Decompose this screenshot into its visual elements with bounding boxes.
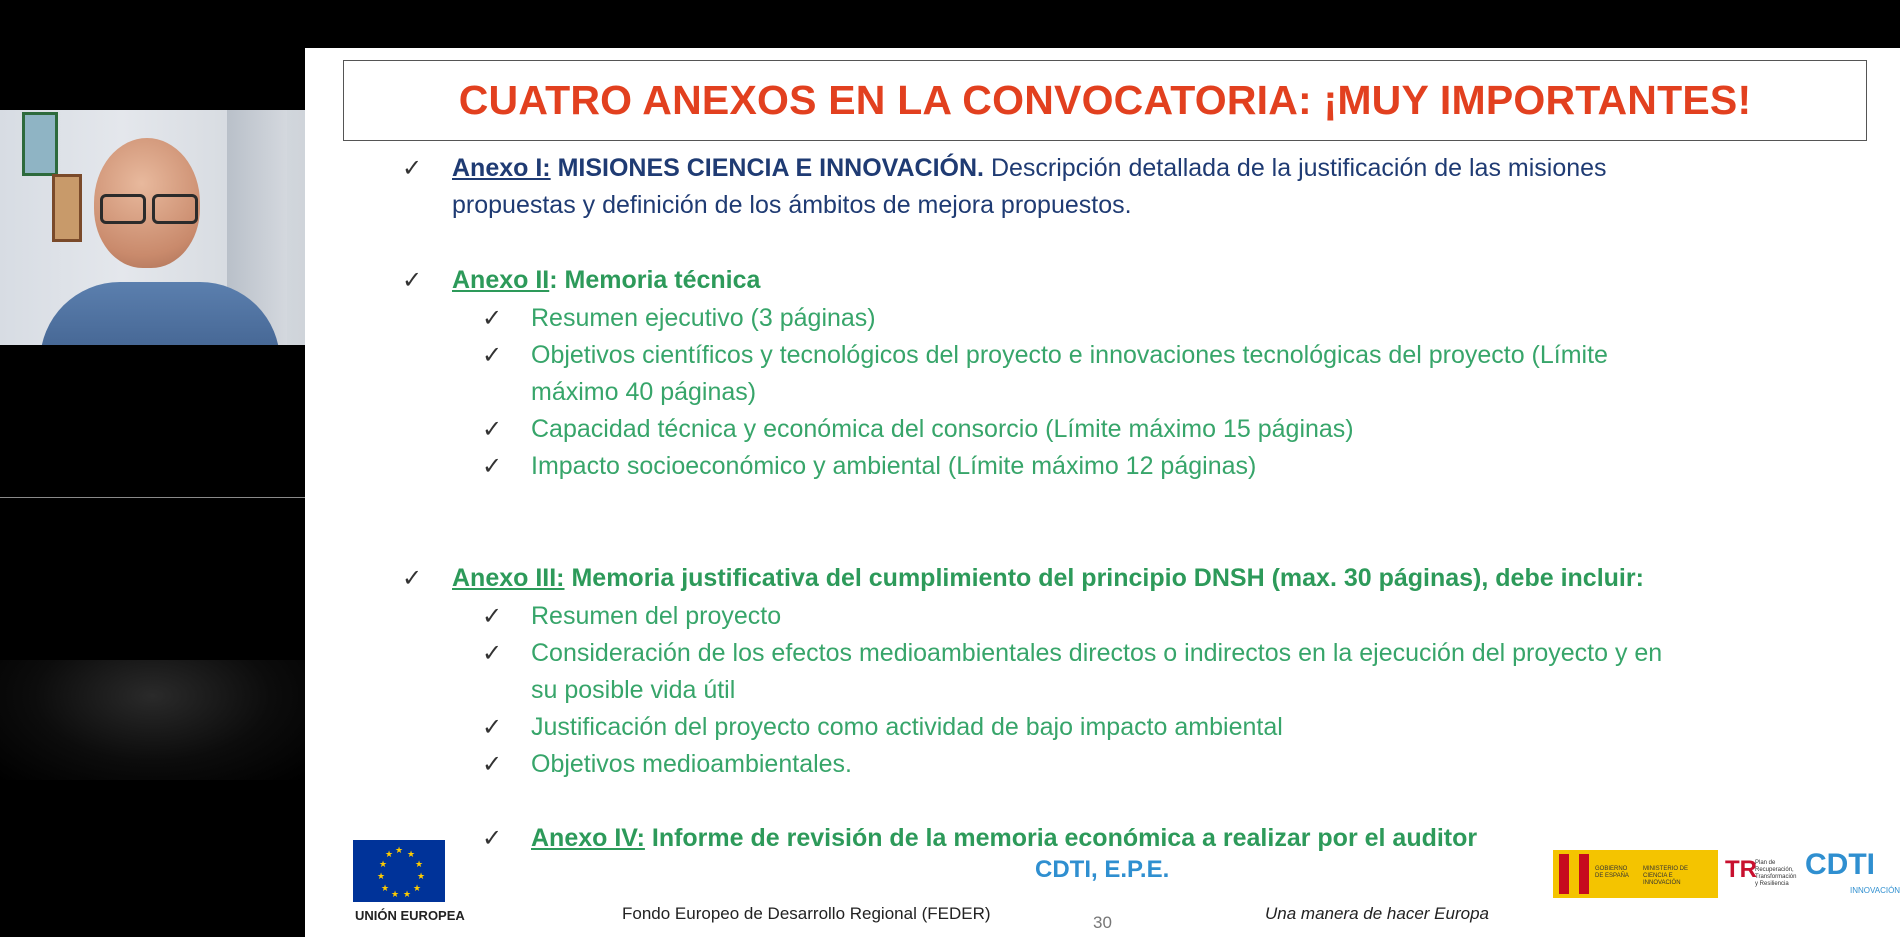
footer-slogan: Una manera de hacer Europa <box>1265 904 1489 923</box>
anexo-3-heading: Memoria justificativa del cumplimiento del principio DNSH (max. 30 páginas), debe incluir: <box>564 564 1644 592</box>
anexo-1-heading: MISIONES CIENCIA E INNOVACIÓN. <box>550 154 984 182</box>
recovery-plan-logo: TR <box>1725 856 1757 883</box>
shared-slide <box>305 48 1900 937</box>
anexo-2-heading: : Memoria técnica <box>549 266 761 294</box>
anexo-1-label: Anexo I: <box>452 154 551 182</box>
check-icon: ✓ <box>482 751 503 778</box>
footer-feder: Fondo Europeo de Desarrollo Regional (FEDER) <box>622 904 991 923</box>
anexo-3-item: Resumen del proyecto <box>531 602 782 630</box>
check-icon: ✓ <box>482 305 503 332</box>
cdti-logo-sub: INNOVACIÓN <box>1850 886 1900 895</box>
check-icon: ✓ <box>482 416 503 443</box>
check-icon: ✓ <box>482 603 503 630</box>
slide-title-box <box>343 60 1867 141</box>
gobierno-espana-logo <box>1553 850 1718 898</box>
anexo-2-item-cont: máximo 40 páginas) <box>531 378 757 406</box>
footer-cdti: CDTI, E.P.E. <box>1035 856 1170 883</box>
check-icon: ✓ <box>482 640 503 667</box>
anexo-1-desc: Descripción detallada de la justificación de las misiones <box>984 154 1607 182</box>
gov-text: GOBIERNO DE ESPAÑA <box>1595 866 1629 879</box>
ministry-text: MINISTERIO DE CIENCIA E INNOVACIÓN <box>1643 866 1689 886</box>
wall-picture-frame <box>52 174 82 242</box>
anexo-1-desc-line2: propuestas y definición de los ámbitos de mejora propuestos. <box>452 191 1132 219</box>
anexo-3-item: Consideración de los efectos medioambientales directos o indirectos en la ejecución del proyecto y en <box>531 639 1663 667</box>
participant-glasses <box>96 194 200 220</box>
empty-video-tile <box>0 660 305 780</box>
eu-flag-icon: ★ ★ ★ ★ ★ ★ ★ ★ ★ ★ ★ <box>353 840 445 902</box>
slide-page-number: 30 <box>1093 913 1112 932</box>
anexo-3-item: Justificación del proyecto como actividad de bajo impacto ambiental <box>531 713 1283 741</box>
anexo-3-item: Objetivos medioambientales. <box>531 750 852 778</box>
anexo-2-item: Impacto socioeconómico y ambiental (Límite máximo 12 páginas) <box>531 452 1257 480</box>
check-icon: ✓ <box>482 825 503 852</box>
cdti-logo: CDTI <box>1805 848 1875 881</box>
anexo-2-line <box>452 262 760 299</box>
anexo-3-item-cont: su posible vida útil <box>531 676 736 704</box>
check-icon: ✓ <box>402 267 423 294</box>
anexo-4-line <box>531 820 1477 857</box>
participant-panel <box>0 0 305 937</box>
check-icon: ✓ <box>482 714 503 741</box>
anexo-2-item: Capacidad técnica y económica del consorcio (Límite máximo 15 páginas) <box>531 415 1354 443</box>
slide-title: CUATRO ANEXOS EN LA CONVOCATORIA: ¡MUY IMPORTANTES! <box>458 77 1752 123</box>
eu-label: UNIÓN EUROPEA <box>355 908 465 923</box>
anexo-2-item: Objetivos científicos y tecnológicos del proyecto e innovaciones tecnológicas del proyecto (Límite <box>531 341 1608 369</box>
anexo-3-label: Anexo III: <box>452 564 565 592</box>
participant-video-tile[interactable] <box>0 110 305 345</box>
anexo-4-label: Anexo IV: <box>531 824 645 852</box>
anexo-1-line1 <box>452 150 1852 187</box>
check-icon: ✓ <box>482 453 503 480</box>
wall-picture-frame <box>22 112 58 176</box>
spain-shield-icon <box>1559 854 1589 894</box>
anexo-2-label: Anexo II <box>452 266 550 294</box>
recovery-plan-text: Plan de Recuperación, Transformación y Resiliencia <box>1755 860 1797 887</box>
check-icon: ✓ <box>482 342 503 369</box>
anexo-4-heading: Informe de revisión de la memoria económica a realizar por el auditor <box>644 824 1478 852</box>
anexo-2-item: Resumen ejecutivo (3 páginas) <box>531 304 876 332</box>
check-icon: ✓ <box>402 565 423 592</box>
tile-divider <box>0 497 305 498</box>
anexo-3-line <box>452 560 1644 597</box>
check-icon: ✓ <box>402 155 423 182</box>
